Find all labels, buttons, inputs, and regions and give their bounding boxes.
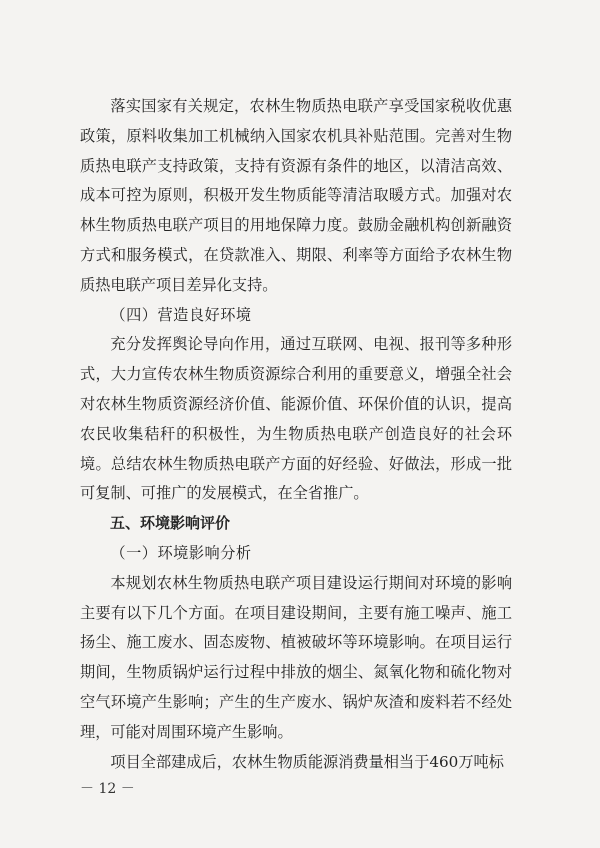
subheading-environmental-impact-analysis: （一）环境影响分析 [110,543,252,562]
subheading-good-environment: （四）营造良好环境 [110,305,252,324]
heading-environmental-impact-assessment: 五、环境影响评价 [110,514,231,533]
document-body [80,92,512,777]
page-number: － 12 － [80,781,135,797]
paragraph-energy-consumption: 项目全部建成后，农林生物质能源消费量相当于460万吨标 [110,752,504,771]
paragraph-publicity: 充分发挥舆论导向作用，通过互联网、电视、报刊等多种形式，大力宣传农林生物质资源综合利用的重要意义，增强全社会对农林生物质资源经济价值、能源价值、环保价值的认识，提高农民收集秸秆的积极性，为生物质热电联产创造良好的社会环境。总结农林生物质热电联产方面的好经验、好做法，形成一批可复制、可推广的发展模式，在全省推广。 [80,335,512,503]
paragraph-impact-analysis: 本规划农林生物质热电联产项目建设运行期间对环境的影响主要有以下几个方面。在项目建设期间，主要有施工噪声、施工扬尘、施工废水、固态废物、植被破坏等环境影响。在项目运行期间，生物质锅炉运行过程中排放的烟尘、氮氧化物和硫化物对空气环境产生影响；产生的生产废水、锅炉灰渣和废料若不经处理，可能对周围环境产生影响。 [80,573,512,741]
paragraph-policy-support: 落实国家有关规定，农林生物质热电联产享受国家税收优惠政策，原料收集加工机械纳入国家农机具补贴范围。完善对生物质热电联产支持政策，支持有资源有条件的地区，以清洁高效、成本可控为原则，积极开发生物质能等清洁取暖方式。加强对农林生物质热电联产项目的用地保障力度。鼓励金融机构创新融资方式和服务模式，在贷款准入、期限、利率等方面给予农林生物质热电联产项目差异化支持。 [80,97,512,294]
